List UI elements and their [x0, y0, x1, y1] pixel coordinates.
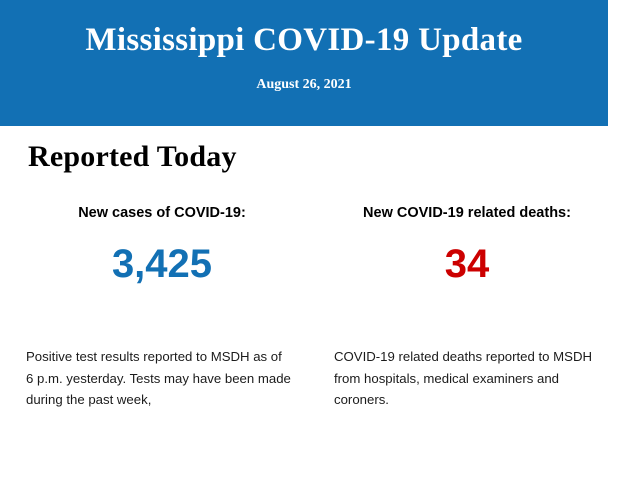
stat-new-cases-note: Positive test results reported to MSDH as of 6 p.m. yesterday. Tests may have been made during the past week, [26, 349, 291, 408]
stat-new-cases-label: New cases of COVID-19: [78, 205, 246, 221]
stat-new-deaths [310, 205, 620, 411]
section-heading: Reported Today [28, 140, 237, 173]
stat-new-deaths-note: COVID-19 related deaths reported to MSDH from hospitals, medical examiners and coroners. [334, 349, 593, 408]
stat-new-deaths-value: 34 [444, 242, 490, 287]
stat-new-cases-value: 3,425 [111, 242, 213, 287]
stats-row [0, 205, 620, 411]
stat-new-cases [0, 205, 310, 411]
page-title: Mississippi COVID-19 Update [85, 22, 523, 58]
header-banner [0, 0, 608, 126]
report-date: August 26, 2021 [256, 77, 352, 93]
stat-new-deaths-label: New COVID-19 related deaths: [363, 205, 571, 221]
